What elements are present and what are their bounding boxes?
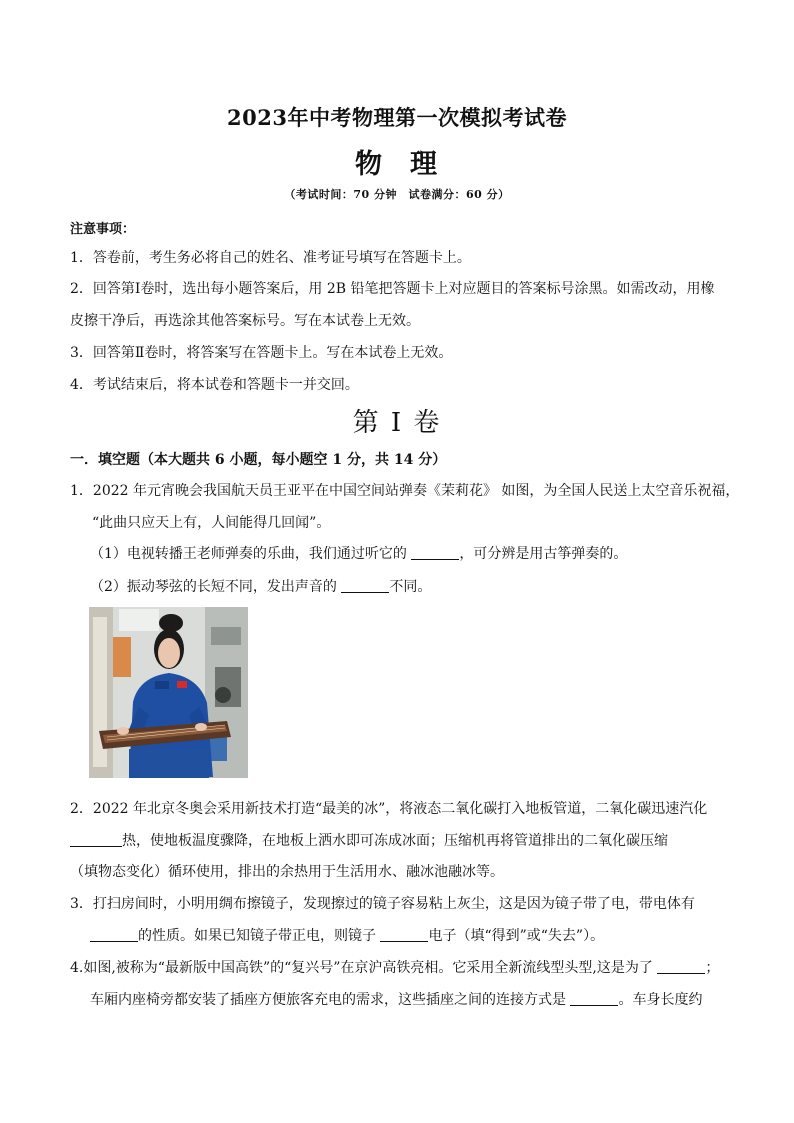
answer-blank[interactable] xyxy=(411,545,459,560)
subject-title xyxy=(0,142,794,181)
astronaut-guzheng-photo xyxy=(89,607,248,778)
answer-blank[interactable] xyxy=(341,578,389,593)
q2-line-1: 2．2022 年北京冬奥会采用新技术打造“最美的冰”，将液态二氧化碳打入地板管道，二氧化碳迅速汽化 xyxy=(70,801,708,817)
q3-line-2: 的性质。如果已知镜子带正电，则镜子 电子（填“得到”或“失去”）。 xyxy=(90,925,604,945)
q4-line-2: 车厢内座椅旁都安装了插座方便旅客充电的需求，这些插座之间的连接方式是 。车身长度约 xyxy=(90,992,703,1008)
answer-blank[interactable] xyxy=(657,959,705,974)
answer-blank[interactable] xyxy=(90,927,138,942)
answer-blank[interactable] xyxy=(380,927,428,942)
exam-info: （考试时间：70 分钟 试卷满分：60 分） xyxy=(284,188,510,201)
q1-line-1: 1．2022 年元宵晚会我国航天员王亚平在中国空间站弹奏《茉莉花》 如图，为全国人民送上太空音乐祝福， xyxy=(70,483,740,499)
q3-line-1: 3．打扫房间时，小明用绸布擦镜子，发现擦过的镜子容易粘上灰尘，这是因为镜子带了电，带电体有 xyxy=(70,896,695,912)
subject-char-2: 理 xyxy=(410,149,439,180)
q1-sub-2: （2）振动琴弦的长短不同，发出声音的 不同。 xyxy=(90,579,432,595)
section-title: 一．填空题（本大题共 6 小题，每小题空 1 分，共 14 分） xyxy=(70,452,447,468)
volume-title: 第 I 卷 xyxy=(352,408,442,438)
q1-sub-1: （1）电视转播王老师弹奏的乐曲，我们通过听它的 ，可分辨是用古筝弹奏的。 xyxy=(90,546,628,562)
q4-line-1: 4.如图,被称为“最新版中国高铁”的“复兴号”在京沪高铁亮相。它采用全新流线型头型,这是为了 ； xyxy=(70,960,720,976)
note-item-2: 2．回答第Ⅰ卷时，选出每小题答案后，用 2B 铅笔把答题卡上对应题目的答案标号涂黑。如需改动，用橡 xyxy=(70,281,715,297)
note-item-4: 4．考试结束后，将本试卷和答题卡一并交回。 xyxy=(70,377,359,393)
q2-line-2: 热，使地板温度骤降，在地板上洒水即可冻成冰面；压缩机再将管道排出的二氧化碳压缩 xyxy=(70,830,668,850)
answer-blank[interactable] xyxy=(570,991,618,1006)
note-item-3: 3．回答第Ⅱ卷时，将答案写在答题卡上。写在本试卷上无效。 xyxy=(70,345,453,361)
q2-line-3: （填物态变化）循环使用，排出的余热用于生活用水、融冰池融冰等。 xyxy=(70,864,504,880)
notes-heading: 注意事项： xyxy=(70,222,136,237)
note-item-1: 1．答卷前，考生务必将自己的姓名、准考证号填写在答题卡上。 xyxy=(70,250,471,266)
subject-char-1: 物 xyxy=(355,149,384,180)
q1-line-2: “此曲只应天上有，人间能得几回闻”。 xyxy=(92,515,331,531)
exam-title: 2023年中考物理第一次模拟考试卷 xyxy=(227,105,567,130)
answer-blank[interactable] xyxy=(70,832,122,847)
note-item-2-cont: 皮擦干净后，再选涂其他答案标号。写在本试卷上无效。 xyxy=(70,313,420,329)
